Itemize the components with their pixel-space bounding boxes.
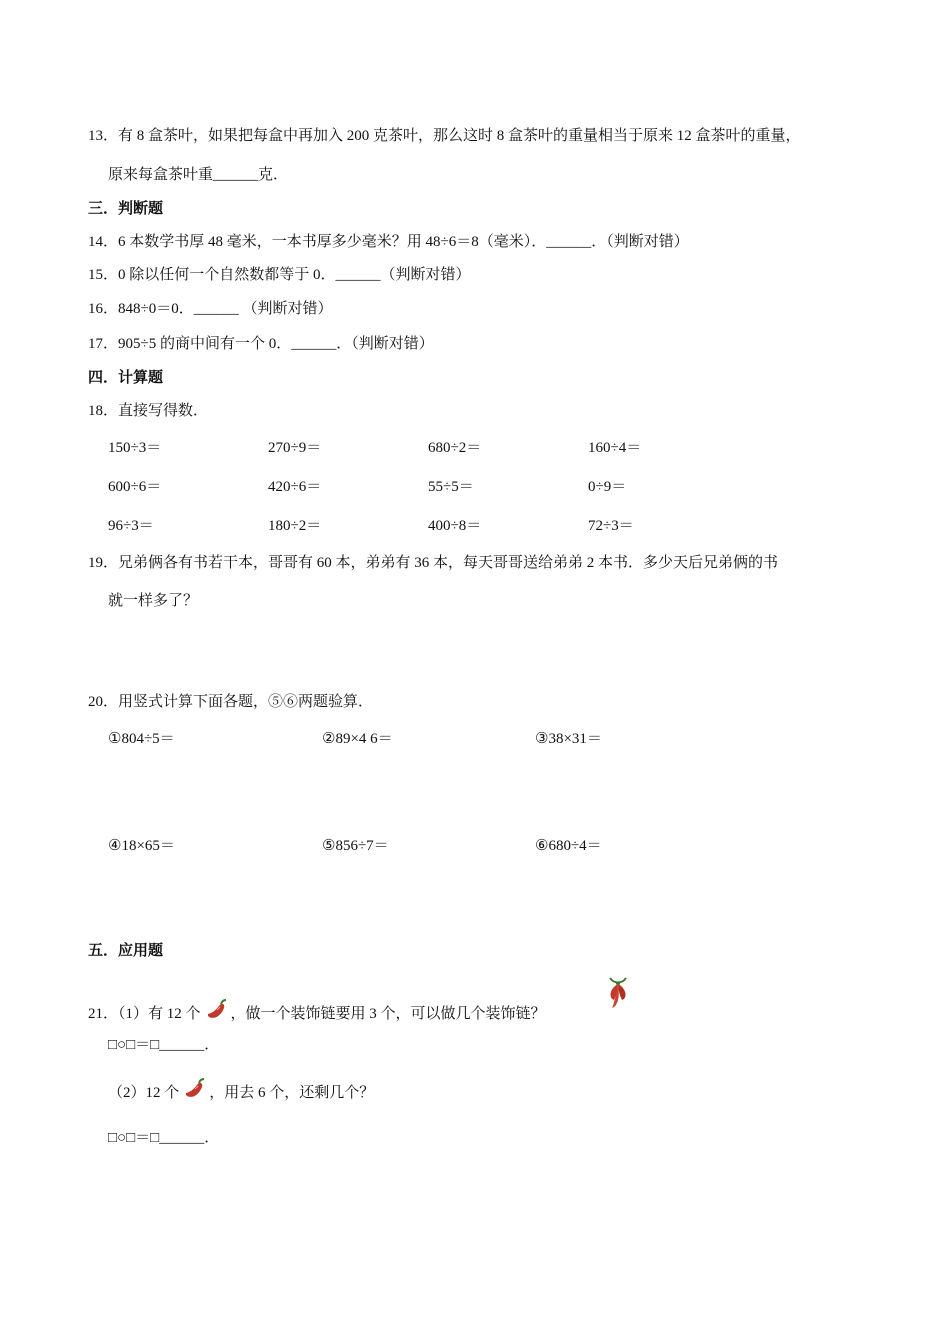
q18-item: 600÷6＝ bbox=[108, 479, 162, 495]
q14: 14．6 本数学书厚 48 毫米，一本书厚多少毫米？用 48÷6＝8（毫米）．______．（判断对错） bbox=[88, 234, 689, 250]
q20-stem: 20．用竖式计算下面各题，⑤⑥两题验算． bbox=[88, 694, 374, 710]
q18-item: 270÷9＝ bbox=[268, 440, 322, 456]
q18-stem: 18．直接写得数． bbox=[88, 403, 209, 419]
q21-part2-after: ，用去 6 个，还剩几个？ bbox=[209, 1085, 375, 1101]
q18-item: 160÷4＝ bbox=[588, 440, 642, 456]
q20-item: ⑥680÷4＝ bbox=[535, 838, 602, 854]
q19-line2: 就一样多了？ bbox=[108, 593, 199, 609]
q21-part1-before: 21．（1）有 12 个 bbox=[88, 1006, 201, 1022]
q21-part2-before: （2）12 个 bbox=[108, 1085, 180, 1101]
q20-item: ④18×65＝ bbox=[108, 838, 175, 854]
q21-part2 bbox=[108, 1077, 374, 1107]
q21-blank2: □○□＝□______． bbox=[108, 1130, 220, 1146]
q13-line1: 13．有 8 盒茶叶，如果把每盒中再加入 200 克茶叶，那么这时 8 盒茶叶的重量相当于原来 12 盒茶叶的重量， bbox=[88, 128, 801, 144]
chili-pepper-icon bbox=[204, 998, 228, 1028]
q18-item: 72÷3＝ bbox=[588, 518, 634, 534]
section-3-title: 三．判断题 bbox=[88, 201, 164, 217]
q15: 15．0 除以任何一个自然数都等于 0．______（判断对错） bbox=[88, 267, 471, 283]
q21-part1 bbox=[88, 998, 546, 1028]
q18-item: 180÷2＝ bbox=[268, 518, 322, 534]
section-5-title: 五．应用题 bbox=[88, 943, 164, 959]
q18-item: 96÷3＝ bbox=[108, 518, 154, 534]
q18-item: 680÷2＝ bbox=[428, 440, 482, 456]
q20-item: ②89×4 6＝ bbox=[322, 731, 393, 747]
section-4-title: 四．计算题 bbox=[88, 370, 164, 386]
q20-item: ③38×31＝ bbox=[535, 731, 602, 747]
q18-item: 420÷6＝ bbox=[268, 479, 322, 495]
q19-line1: 19．兄弟俩各有书若干本，哥哥有 60 本，弟弟有 36 本，每天哥哥送给弟弟 2 本书．多少天后兄弟俩的书 bbox=[88, 555, 779, 571]
q16: 16．848÷0＝0．______ （判断对错） bbox=[88, 301, 333, 317]
q18-item: 400÷8＝ bbox=[428, 518, 482, 534]
q21-blank1: □○□＝□______． bbox=[108, 1037, 220, 1053]
q20-item: ⑤856÷7＝ bbox=[322, 838, 389, 854]
q21-part1-after: ，做一个装饰链要用 3 个，可以做几个装饰链？ bbox=[230, 1006, 546, 1022]
q18-item: 150÷3＝ bbox=[108, 440, 162, 456]
chili-necklace-icon bbox=[600, 974, 636, 1017]
q18-item: 0÷9＝ bbox=[588, 479, 627, 495]
q20-item: ①804÷5＝ bbox=[108, 731, 175, 747]
q17: 17．905÷5 的商中间有一个 0．______．（判断对错） bbox=[88, 336, 434, 352]
q13-line2: 原来每盒茶叶重______克． bbox=[108, 167, 289, 183]
chili-pepper-icon bbox=[182, 1077, 206, 1107]
q18-item: 55÷5＝ bbox=[428, 479, 474, 495]
